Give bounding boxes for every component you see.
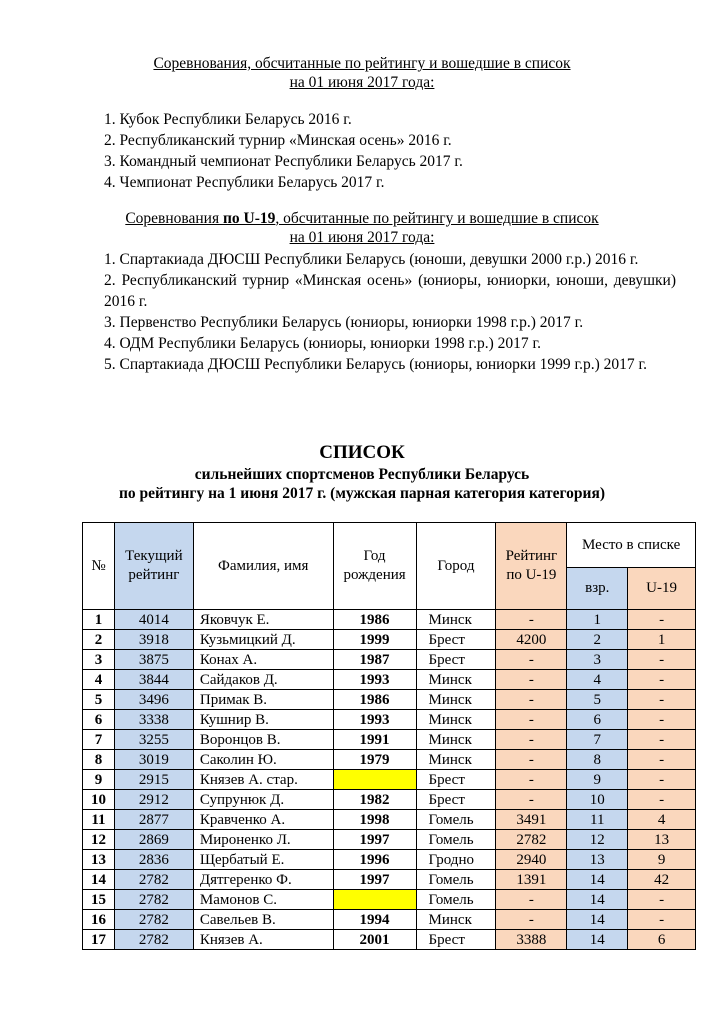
cell-rating-u19: - [496, 790, 567, 810]
cell-place-u19: - [628, 710, 696, 730]
cell-current-rating: 3496 [114, 690, 193, 710]
cell-num: 12 [83, 830, 115, 850]
cell-place-u19: 9 [628, 850, 696, 870]
cell-birth-year: 1997 [333, 870, 416, 890]
cell-birth-year: 2001 [333, 930, 416, 950]
table-row [83, 910, 696, 930]
table-row [83, 710, 696, 730]
cell-place-u19: - [628, 610, 696, 630]
cell-current-rating: 2782 [114, 910, 193, 930]
cell-birth-year [333, 890, 416, 910]
table-row [83, 750, 696, 770]
table-row [83, 690, 696, 710]
section1-item: 3. Командный чемпионат Республики Беларусь 2017 г. [104, 153, 463, 170]
cell-place-adult: 1 [567, 610, 628, 630]
section2-item: 5. Спартакиада ДЮСШ Республики Беларусь (юниоры, юниорки 1999 г.р.) 2017 г. [104, 356, 647, 373]
cell-name: Сайдаков Д. [193, 670, 333, 690]
cell-place-adult: 3 [567, 650, 628, 670]
cell-birth-year: 1993 [333, 670, 416, 690]
cell-rating-u19: 2940 [496, 850, 567, 870]
cell-place-u19: - [628, 670, 696, 690]
cell-place-u19: - [628, 890, 696, 910]
cell-city: Гомель [416, 890, 496, 910]
table-row [83, 870, 696, 890]
table-row [83, 810, 696, 830]
cell-place-adult: 14 [567, 870, 628, 890]
cell-birth-year: 1987 [333, 650, 416, 670]
cell-current-rating: 3875 [114, 650, 193, 670]
cell-current-rating: 2836 [114, 850, 193, 870]
cell-birth-year: 1986 [333, 610, 416, 630]
header-place-adult: взр. [567, 568, 628, 610]
cell-place-u19: - [628, 730, 696, 750]
header-num: № [83, 523, 115, 610]
cell-current-rating: 3844 [114, 670, 193, 690]
table-row [83, 610, 696, 630]
cell-num: 6 [83, 710, 115, 730]
cell-name: Мамонов С. [193, 890, 333, 910]
cell-num: 14 [83, 870, 115, 890]
cell-city: Минск [416, 690, 496, 710]
header-current-rating: Текущий рейтинг [114, 523, 193, 610]
cell-name: Примак В. [193, 690, 333, 710]
cell-city: Минск [416, 910, 496, 930]
cell-current-rating: 2869 [114, 830, 193, 850]
header-city: Город [416, 523, 496, 610]
section1-item: 1. Кубок Республики Беларусь 2016 г. [104, 111, 352, 128]
header-name: Фамилия, имя [193, 523, 333, 610]
list-title: СПИСОК [319, 442, 405, 463]
cell-rating-u19: - [496, 770, 567, 790]
cell-birth-year: 1982 [333, 790, 416, 810]
table-row [83, 630, 696, 650]
cell-place-u19: 6 [628, 930, 696, 950]
cell-place-u19: - [628, 790, 696, 810]
cell-num: 16 [83, 910, 115, 930]
cell-name: Супрунюк Д. [193, 790, 333, 810]
cell-city: Минск [416, 750, 496, 770]
cell-rating-u19: - [496, 710, 567, 730]
cell-name: Кушнир В. [193, 710, 333, 730]
cell-city: Брест [416, 630, 496, 650]
cell-num: 8 [83, 750, 115, 770]
cell-rating-u19: - [496, 670, 567, 690]
cell-place-adult: 12 [567, 830, 628, 850]
cell-birth-year: 1998 [333, 810, 416, 830]
cell-city: Брест [416, 650, 496, 670]
cell-rating-u19: 3491 [496, 810, 567, 830]
cell-num: 3 [83, 650, 115, 670]
cell-city: Минск [416, 670, 496, 690]
cell-city: Брест [416, 930, 496, 950]
table-row [83, 930, 696, 950]
cell-place-u19: - [628, 910, 696, 930]
cell-current-rating: 2915 [114, 770, 193, 790]
cell-rating-u19: - [496, 690, 567, 710]
cell-rating-u19: - [496, 730, 567, 750]
cell-birth-year: 1986 [333, 690, 416, 710]
section2-heading-line1 [0, 209, 724, 228]
table-row [83, 830, 696, 850]
table-row [83, 670, 696, 690]
cell-place-u19: 1 [628, 630, 696, 650]
cell-rating-u19: 2782 [496, 830, 567, 850]
cell-current-rating: 2782 [114, 930, 193, 950]
header-rating-u19: Рейтинг по U-19 [496, 523, 567, 610]
cell-place-adult: 10 [567, 790, 628, 810]
cell-place-u19: - [628, 650, 696, 670]
cell-current-rating: 4014 [114, 610, 193, 630]
section2-heading-pre: Соревнования [125, 210, 223, 227]
cell-name: Мироненко Л. [193, 830, 333, 850]
cell-name: Яковчук Е. [193, 610, 333, 630]
cell-num: 4 [83, 670, 115, 690]
cell-birth-year [333, 770, 416, 790]
cell-num: 11 [83, 810, 115, 830]
section2-item: 1. Спартакиада ДЮСШ Республики Беларусь (юноши, девушки 2000 г.р.) 2016 г. [104, 251, 639, 268]
cell-num: 10 [83, 790, 115, 810]
section1-heading-line2: на 01 июня 2017 года: [289, 74, 435, 91]
cell-city: Гомель [416, 810, 496, 830]
rating-table [82, 522, 696, 950]
cell-place-u19: - [628, 750, 696, 770]
cell-place-adult: 8 [567, 750, 628, 770]
cell-birth-year: 1994 [333, 910, 416, 930]
section1-item: 2. Республиканский турнир «Минская осень» 2016 г. [104, 132, 452, 149]
cell-name: Кравченко А. [193, 810, 333, 830]
header-place-u19: U-19 [628, 568, 696, 610]
header-birth-year: Год рождения [333, 523, 416, 610]
section1-heading-line1: Соревнования, обсчитанные по рейтингу и вошедшие в список [153, 55, 571, 72]
cell-current-rating: 2782 [114, 890, 193, 910]
cell-place-u19: - [628, 770, 696, 790]
cell-rating-u19: - [496, 610, 567, 630]
cell-name: Дятгеренко Ф. [193, 870, 333, 890]
cell-place-adult: 14 [567, 910, 628, 930]
cell-name: Конах А. [193, 650, 333, 670]
cell-birth-year: 1979 [333, 750, 416, 770]
cell-place-u19: 13 [628, 830, 696, 850]
cell-name: Савельев В. [193, 910, 333, 930]
cell-city: Гомель [416, 870, 496, 890]
cell-city: Минск [416, 610, 496, 630]
cell-rating-u19: 1391 [496, 870, 567, 890]
cell-place-adult: 11 [567, 810, 628, 830]
cell-rating-u19: 4200 [496, 630, 567, 650]
section2-list [104, 249, 676, 375]
cell-current-rating: 3255 [114, 730, 193, 750]
cell-num: 13 [83, 850, 115, 870]
cell-birth-year: 1997 [333, 830, 416, 850]
cell-num: 5 [83, 690, 115, 710]
cell-place-adult: 2 [567, 630, 628, 650]
cell-num: 7 [83, 730, 115, 750]
cell-name: Щербатый Е. [193, 850, 333, 870]
section2-heading-line2: на 01 июня 2017 года: [289, 229, 435, 246]
list-subtitle-2: по рейтингу на 1 июня 2017 г. (мужская парная категория категория) [118, 485, 606, 502]
cell-city: Минск [416, 710, 496, 730]
cell-num: 1 [83, 610, 115, 630]
cell-num: 9 [83, 770, 115, 790]
section1-item: 4. Чемпионат Республики Беларусь 2017 г. [104, 174, 385, 191]
cell-current-rating: 3019 [114, 750, 193, 770]
table-row [83, 890, 696, 910]
cell-place-adult: 5 [567, 690, 628, 710]
cell-name: Князев А. стар. [193, 770, 333, 790]
cell-city: Брест [416, 790, 496, 810]
section2-heading-post: , обсчитанные по рейтингу и вошедшие в список [275, 210, 599, 227]
cell-city: Брест [416, 770, 496, 790]
cell-city: Гомель [416, 830, 496, 850]
cell-place-adult: 7 [567, 730, 628, 750]
cell-name: Князев А. [193, 930, 333, 950]
cell-place-adult: 4 [567, 670, 628, 690]
cell-birth-year: 1993 [333, 710, 416, 730]
cell-current-rating: 2782 [114, 870, 193, 890]
cell-rating-u19: - [496, 750, 567, 770]
cell-place-u19: - [628, 690, 696, 710]
table-row [83, 850, 696, 870]
cell-rating-u19: - [496, 650, 567, 670]
cell-current-rating: 2912 [114, 790, 193, 810]
cell-rating-u19: - [496, 890, 567, 910]
table-row [83, 650, 696, 670]
cell-name: Воронцов В. [193, 730, 333, 750]
cell-place-u19: 4 [628, 810, 696, 830]
table-row [83, 790, 696, 810]
cell-place-adult: 9 [567, 770, 628, 790]
section2-item: 4. ОДМ Республики Беларусь (юниоры, юниорки 1998 г.р.) 2017 г. [104, 335, 542, 352]
table-row [83, 730, 696, 750]
cell-birth-year: 1999 [333, 630, 416, 650]
cell-city: Гродно [416, 850, 496, 870]
cell-place-adult: 14 [567, 930, 628, 950]
cell-current-rating: 3338 [114, 710, 193, 730]
cell-num: 17 [83, 930, 115, 950]
cell-num: 2 [83, 630, 115, 650]
table-body [83, 610, 696, 950]
cell-name: Кузьмицкий Д. [193, 630, 333, 650]
cell-rating-u19: 3388 [496, 930, 567, 950]
section1-list [104, 109, 676, 193]
cell-num: 15 [83, 890, 115, 910]
section2-heading-bold: по U-19 [222, 210, 276, 227]
cell-birth-year: 1996 [333, 850, 416, 870]
table-header-row [83, 523, 696, 568]
cell-place-adult: 14 [567, 890, 628, 910]
cell-birth-year: 1991 [333, 730, 416, 750]
cell-current-rating: 2877 [114, 810, 193, 830]
section2-item: 3. Первенство Республики Беларусь (юниоры, юниорки 1998 г.р.) 2017 г. [104, 314, 584, 331]
cell-rating-u19: - [496, 910, 567, 930]
cell-place-u19: 42 [628, 870, 696, 890]
section2-item: 2. Республиканский турнир «Минская осень» (юниоры, юниорки, юноши, девушки) 2016 г. [104, 272, 676, 310]
cell-name: Саколин Ю. [193, 750, 333, 770]
cell-place-adult: 13 [567, 850, 628, 870]
cell-city: Минск [416, 730, 496, 750]
cell-place-adult: 6 [567, 710, 628, 730]
list-subtitle: сильнейших спортсменов Республики Беларусь [194, 466, 530, 483]
cell-current-rating: 3918 [114, 630, 193, 650]
table-row [83, 770, 696, 790]
header-place: Место в списке [567, 523, 696, 568]
